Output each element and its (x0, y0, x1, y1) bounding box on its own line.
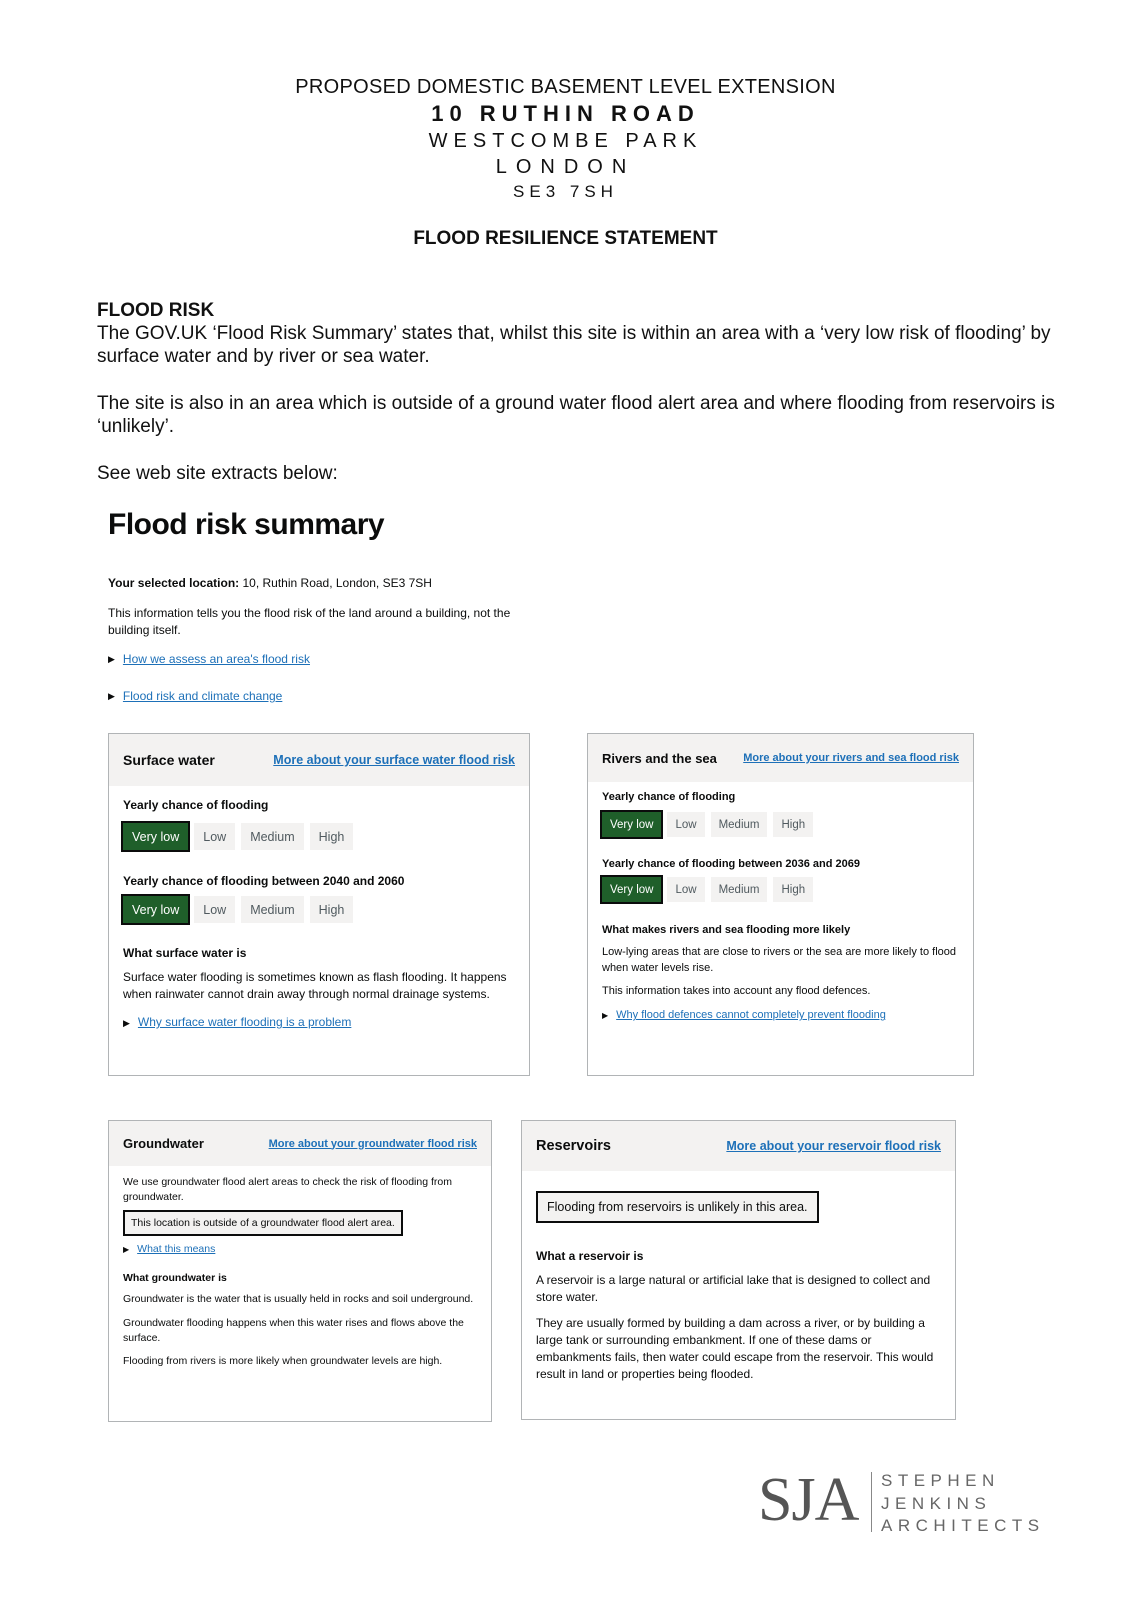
groundwater-what-heading: What groundwater is (123, 1272, 227, 1284)
risk-very-low: Very low (123, 896, 188, 923)
surface-water-title: Surface water (123, 752, 215, 768)
address-postcode: SE3 7SH (513, 182, 618, 201)
surface-why-row[interactable] (123, 1015, 515, 1029)
address-street: 10 RUTHIN ROAD (431, 101, 700, 126)
paragraph-see-extracts: See web site extracts below: (97, 463, 338, 484)
surface-yearly-heading: Yearly chance of flooding (123, 798, 269, 812)
logo-mark: SJA (758, 1466, 859, 1534)
risk-low: Low (667, 877, 704, 902)
risk-very-low: Very low (602, 877, 661, 902)
risk-high: High (773, 877, 813, 902)
groundwater-intro: We use groundwater flood alert areas to check the risk of flooding from groundwater. (123, 1176, 452, 1203)
reservoirs-more-link[interactable]: More about your reservoir flood risk (726, 1139, 941, 1153)
groundwater-panel (108, 1120, 492, 1422)
rivers-why-row[interactable] (602, 1009, 959, 1021)
reservoirs-panel (521, 1120, 956, 1420)
sja-logo (758, 1466, 1058, 1538)
groundwater-title: Groundwater (123, 1136, 204, 1151)
extract-info: This information tells you the flood risk of the land around a building, not the building itself. (108, 606, 511, 637)
rivers-future-risk-scale (602, 877, 959, 902)
groundwater-inset: This location is outside of a groundwater flood alert area. (123, 1210, 403, 1236)
risk-very-low: Very low (123, 823, 188, 850)
logo-divider (871, 1472, 872, 1532)
rivers-defences-text: This information takes into account any flood defences. (602, 985, 871, 997)
logo-word-architects: ARCHITECTS (881, 1516, 1045, 1535)
rivers-sea-more-link[interactable]: More about your rivers and sea flood risk (743, 752, 959, 764)
triangle-right-icon: ▶ (108, 691, 115, 701)
triangle-right-icon: ▶ (602, 1011, 609, 1020)
risk-medium: Medium (241, 823, 303, 850)
surface-what-heading: What surface water is (123, 946, 247, 960)
rivers-what-text: Low-lying areas that are close to rivers or the sea are more likely to flood when water levels rise. (602, 946, 956, 974)
groundwater-header (109, 1121, 491, 1166)
reservoirs-p1: A reservoir is a large natural or artificial lake that is designed to collect and store water. (536, 1273, 931, 1304)
surface-risk-scale (123, 823, 515, 850)
groundwater-p2: Groundwater flooding happens when this water rises and flows above the surface. (123, 1317, 464, 1344)
reservoirs-what-heading: What a reservoir is (536, 1249, 644, 1263)
details-climate-link[interactable]: Flood risk and climate change (122, 689, 283, 703)
risk-medium: Medium (711, 877, 768, 902)
selected-location-label: Your selected location: (108, 576, 240, 590)
groundwater-what-row[interactable] (123, 1243, 477, 1255)
surface-water-more-link[interactable]: More about your surface water flood risk (273, 753, 515, 767)
risk-low: Low (194, 823, 235, 850)
surface-why-link[interactable]: Why surface water flooding is a problem (137, 1015, 352, 1029)
rivers-future-heading: Yearly chance of flooding between 2036 and 2069 (602, 858, 860, 870)
title-block (0, 74, 1131, 204)
logo-word-jenkins: JENKINS (881, 1493, 992, 1513)
project-title: PROPOSED DOMESTIC BASEMENT LEVEL EXTENSION (295, 76, 836, 98)
address-area: WESTCOMBE PARK (428, 130, 703, 152)
surface-future-risk-scale (123, 896, 515, 923)
reservoirs-title: Reservoirs (536, 1138, 611, 1154)
statement-title: FLOOD RESILIENCE STATEMENT (413, 228, 718, 249)
risk-medium: Medium (241, 896, 303, 923)
groundwater-more-link[interactable]: More about your groundwater flood risk (268, 1137, 477, 1150)
risk-low: Low (194, 896, 235, 923)
logo-wordmark (881, 1470, 1045, 1538)
surface-water-panel (108, 733, 530, 1076)
section-heading: FLOOD RISK (97, 300, 215, 321)
details-assess[interactable] (108, 652, 310, 666)
reservoirs-p2: They are usually formed by building a dam across a river, or by building a large tank or surrounding embankment. If one of these dams or embankments fails, then water could escape from the reservoir. This would result in land or properties being flooded. (536, 1316, 934, 1381)
triangle-right-icon: ▶ (123, 1245, 130, 1254)
risk-high: High (773, 812, 813, 837)
rivers-sea-panel (587, 733, 974, 1076)
surface-future-heading: Yearly chance of flooding between 2040 and 2060 (123, 874, 405, 888)
selected-location (108, 576, 432, 590)
groundwater-p1: Groundwater is the water that is usually held in rocks and soil underground. (123, 1293, 474, 1305)
triangle-right-icon: ▶ (108, 654, 115, 664)
risk-very-low: Very low (602, 812, 661, 837)
groundwater-what-link[interactable]: What this means (137, 1243, 216, 1255)
extract-title: Flood risk summary (108, 508, 385, 541)
details-assess-link[interactable]: How we assess an area's flood risk (122, 652, 310, 666)
surface-what-text: Surface water flooding is sometimes known as flash flooding. It happens when rainwater cannot drain away through normal drainage systems. (123, 970, 507, 1001)
groundwater-p3: Flooding from rivers is more likely when groundwater levels are high. (123, 1355, 443, 1367)
rivers-sea-header (588, 734, 973, 782)
risk-medium: Medium (711, 812, 768, 837)
reservoirs-inset: Flooding from reservoirs is unlikely in this area. (536, 1191, 819, 1223)
triangle-right-icon: ▶ (123, 1018, 130, 1028)
paragraph-groundwater-reservoirs: The site is also in an area which is outside of a ground water flood alert area and where flooding from reservoirs is ‘unlikely’. (97, 393, 1055, 437)
rivers-why-link[interactable]: Why flood defences cannot completely prevent flooding (616, 1009, 886, 1021)
reservoirs-header (522, 1121, 955, 1171)
rivers-risk-scale (602, 812, 959, 837)
details-climate[interactable] (108, 689, 282, 703)
risk-low: Low (667, 812, 704, 837)
surface-water-header (109, 734, 529, 786)
address-city: LONDON (495, 156, 636, 178)
rivers-sea-title: Rivers and the sea (602, 750, 717, 766)
rivers-what-heading: What makes rivers and sea flooding more likely (602, 924, 851, 936)
logo-word-stephen: STEPHEN (881, 1471, 1000, 1490)
risk-high: High (310, 823, 354, 850)
rivers-yearly-heading: Yearly chance of flooding (602, 791, 736, 803)
selected-location-value: 10, Ruthin Road, London, SE3 7SH (242, 576, 432, 590)
paragraph-flood-summary: The GOV.UK ‘Flood Risk Summary’ states that, whilst this site is within an area with a ‘very low risk of flooding’ by surface water and by river or sea water. (97, 323, 1051, 367)
risk-high: High (310, 896, 354, 923)
